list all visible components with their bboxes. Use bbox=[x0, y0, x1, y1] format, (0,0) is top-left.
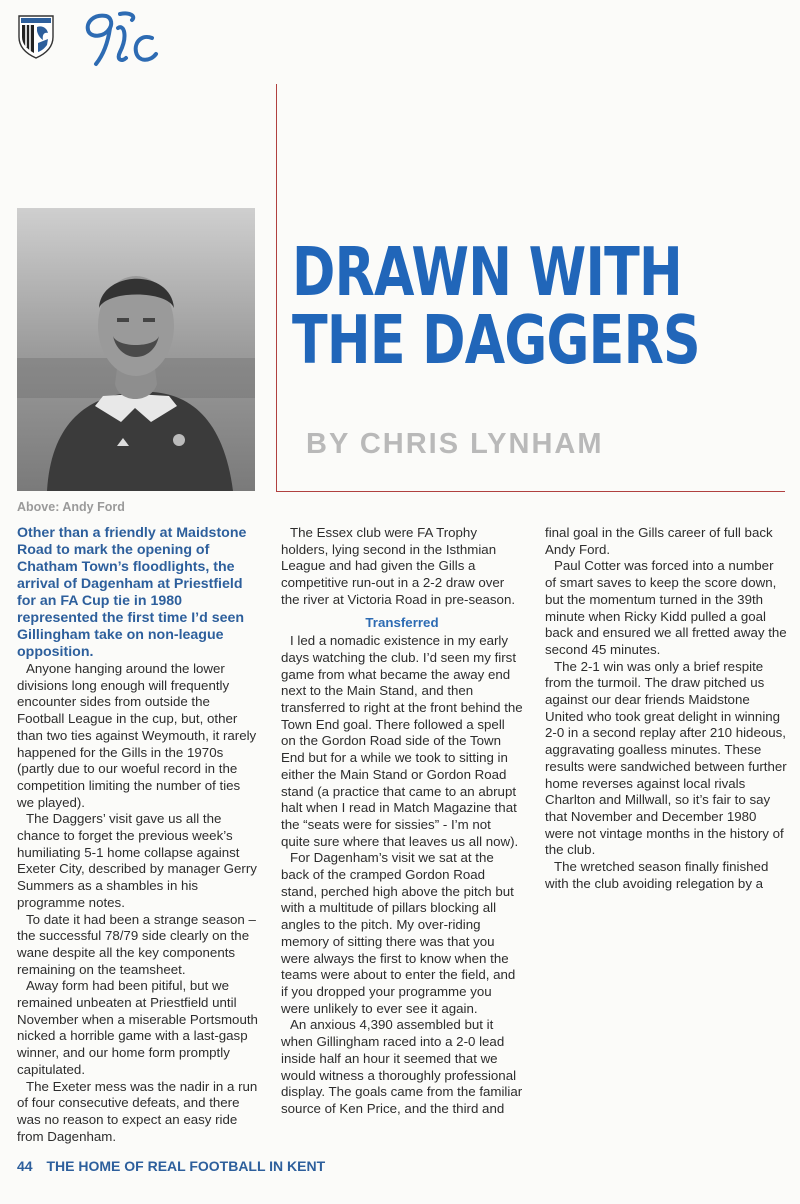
headline-line-2: THE DAGGERS bbox=[292, 301, 700, 379]
body-paragraph: The 2-1 win was only a brief respite from the turmoil. The draw pitched us against our dear friends Maidstone United who took great delight in winning 2-0 in a second replay after 210 hideous, aggravating goalless minutes. These results were sandwiched between further home reverses against local rivals Charlton and Millwall, so it’s fair to say that November and December 1980 were not vintage months in the history of the club. bbox=[545, 658, 787, 858]
intro-paragraph: Other than a friendly at Maidstone Road to mark the opening of Chatham Town’s floodlights, the arrival of Dagenham at Priestfield for an FA Cup tie in 1980 represented the first time I’d seen Gillingham take on non-league opposition. bbox=[17, 525, 247, 660]
gfc-monogram-icon bbox=[80, 8, 162, 70]
andy-ford-photo bbox=[17, 208, 255, 491]
body-paragraph: The Daggers’ visit gave us all the chance to forget the previous week’s humiliating 5-1 home collapse against Exeter City, described by manager Gerry Summers as a shambles in his programme notes. bbox=[17, 811, 257, 910]
body-paragraph: The Essex club were FA Trophy holders, lying second in the Isthmian League and had given the Gills a competitive run-out in a 2-2 draw over the river at Victoria Road in pre-season. bbox=[281, 525, 516, 607]
page-footer bbox=[17, 1158, 325, 1174]
subheading: Transferred bbox=[365, 614, 439, 630]
body-paragraph: Paul Cotter was forced into a number of smart saves to keep the score down, but the momentum turned in the 39th minute when Ricky Kidd pulled a goal back and ensured we all fretted away the second 45 minutes. bbox=[545, 558, 787, 657]
body-paragraph: The wretched season finally finished with the club avoiding relegation by a bbox=[545, 859, 769, 891]
body-paragraph: The Exeter mess was the nadir in a run of four consecutive defeats, and there was no reason to expect an easy ride from Dagenham. bbox=[17, 1078, 258, 1144]
byline: BY CHRIS LYNHAM bbox=[306, 428, 604, 460]
body-paragraph: An anxious 4,390 assembled but it when Gillingham raced into a 2-0 lead inside half an hour it seemed that we would witness a thoroughly professional display. The goals came from the familiar source of Ken Price, and the third and final goal in the Gills career of full back Andy Ford. bbox=[281, 525, 773, 1116]
body-paragraph: I led a nomadic existence in my early days watching the club. I’d seen my first game from what became the away end next to the Main Stand, and then transferred to right at the front behind the Town End goal. There followed a spell on the Gordon Road side of the Town End but for a while we took to sitting in either the Main Stand or Gordon Road stand (a practice that came to an abrupt halt when I read in Match Magazine that the “seats were for sissies” - I’m not quite sure where that leaves us all now). bbox=[281, 633, 523, 849]
photo-caption: Above: Andy Ford bbox=[17, 500, 125, 514]
body-paragraph: Away form had been pitiful, but we remained unbeaten at Priestfield until November when a miserable Portsmouth nicked a horrible game with a last-gasp winner, and our home form promptly capitulated. bbox=[17, 978, 258, 1077]
footer-tagline: THE HOME OF REAL FOOTBALL IN KENT bbox=[46, 1158, 326, 1174]
body-paragraph: For Dagenham’s visit we sat at the back of the cramped Gordon Road stand, perched high above the pitch but with a multitude of pillars blocking all angles to the pitch. My over-riding memory of sitting there was that you were always the first to know when the teams were about to enter the field, and if you dropped your programme you were unlikely to ever see it again. bbox=[281, 850, 516, 1016]
headline bbox=[292, 233, 800, 379]
headline-line-1: DRAWN WITH bbox=[292, 233, 682, 311]
article-body bbox=[17, 525, 787, 1150]
body-paragraph: Anyone hanging around the lower divisions long enough will frequently encounter sides from outside the Football League in the cup, but, other than two ties against Weymouth, it rarely happened for the Gills in the 1970s (partly due to our woeful record in the competition limiting the number of ties we played). bbox=[17, 661, 257, 810]
body-paragraph: To date it had been a strange season – the successful 78/79 side clearly on the wane despite all the key components remaining on the teamsheet. bbox=[17, 911, 256, 977]
page-number: 44 bbox=[17, 1158, 33, 1174]
gillingham-crest-icon bbox=[17, 13, 55, 59]
